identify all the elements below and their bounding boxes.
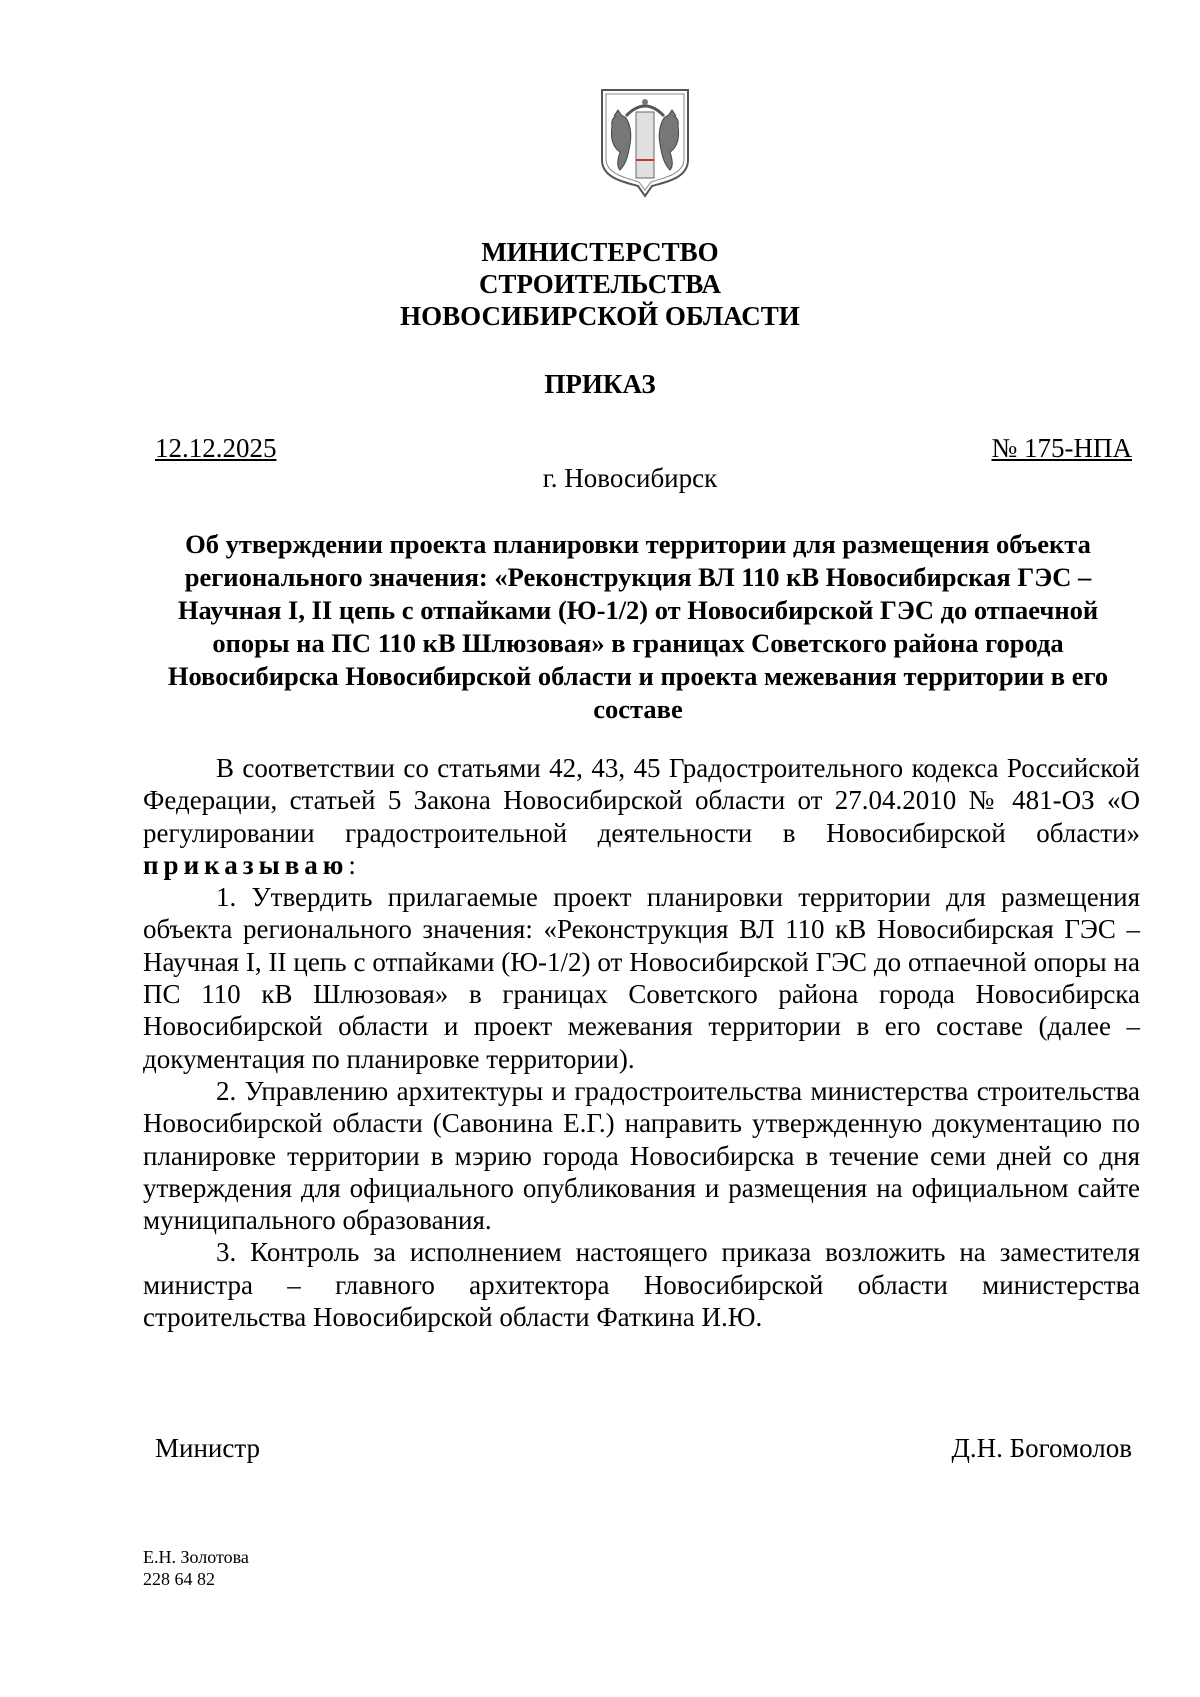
document-city: г. Новосибирск	[542, 463, 718, 493]
signatory-name: Д.Н. Богомолов	[951, 1433, 1132, 1463]
document-date: 12.12.2025	[155, 433, 277, 463]
document-body	[143, 752, 1140, 1333]
order-item-1: 1. Утвердить прилагаемые проект планировки территории для размещения объекта регионального значения: «Реконструкция ВЛ 110 кВ Новосибирская ГЭС – Научная I, II цепь с отпайками (Ю-1/2) от Новосибирской ГЭС до отпаечной опоры на ПС 110 кВ Шлюзовая» в границах Советского района города Новосибирска Новосибирской области и проект межевания территории в его составе (далее – документация по планировке территории).	[143, 882, 1140, 1074]
novosibirsk-coat-of-arms-icon	[596, 86, 694, 198]
preamble-paragraph	[143, 752, 1140, 881]
executor-name: Е.Н. Золотова	[143, 1547, 249, 1567]
order-item-3: 3. Контроль за исполнением настоящего приказа возложить на заместителя министра – главного архитектора Новосибирской области министерства строительства Новосибирской области Фаткина И.Ю.	[143, 1237, 1140, 1333]
ministry-line: МИНИСТЕРСТВО	[481, 237, 719, 267]
signatory-position: Министр	[155, 1433, 260, 1463]
order-word: приказываю	[143, 849, 349, 880]
ministry-name	[0, 236, 1200, 332]
executor-info	[143, 1546, 249, 1590]
ministry-line: НОВОСИБИРСКОЙ ОБЛАСТИ	[400, 301, 800, 331]
order-colon: :	[348, 849, 356, 880]
order-item-2: 2. Управлению архитектуры и градостроительства министерства строительства Новосибирской области (Савонина Е.Г.) направить утвержденную документацию по планировке территории в мэрию города Новосибирска в течение семи дней со дня утверждения для официального опубликования и размещения на официальном сайте муниципального образования.	[143, 1075, 1140, 1236]
document-number: № 175-НПА	[991, 433, 1132, 463]
document-type: ПРИКАЗ	[544, 369, 656, 399]
ministry-line: СТРОИТЕЛЬСТВА	[478, 269, 722, 299]
preamble-text: В соответствии со статьями 42, 43, 45 Градостроительного кодекса Российской Федерации, статьей 5 Закона Новосибирской области от 27.04.2010 № 481-ОЗ «О регулировании градостроительной деятельности в Новосибирской области»	[143, 753, 1140, 848]
document-title: Об утверждении проекта планировки территории для размещения объекта регионального значения: «Реконструкция ВЛ 110 кВ Новосибирская ГЭС – Научная I, II цепь с отпайками (Ю-1/2) от Новосибирской ГЭС до отпаечной опоры на ПС 110 кВ Шлюзовая» в границах Советского района города Новосибирска Новосибирской области и проекта межевания территории в его составе	[167, 529, 1109, 724]
executor-phone: 228 64 82	[143, 1569, 215, 1589]
